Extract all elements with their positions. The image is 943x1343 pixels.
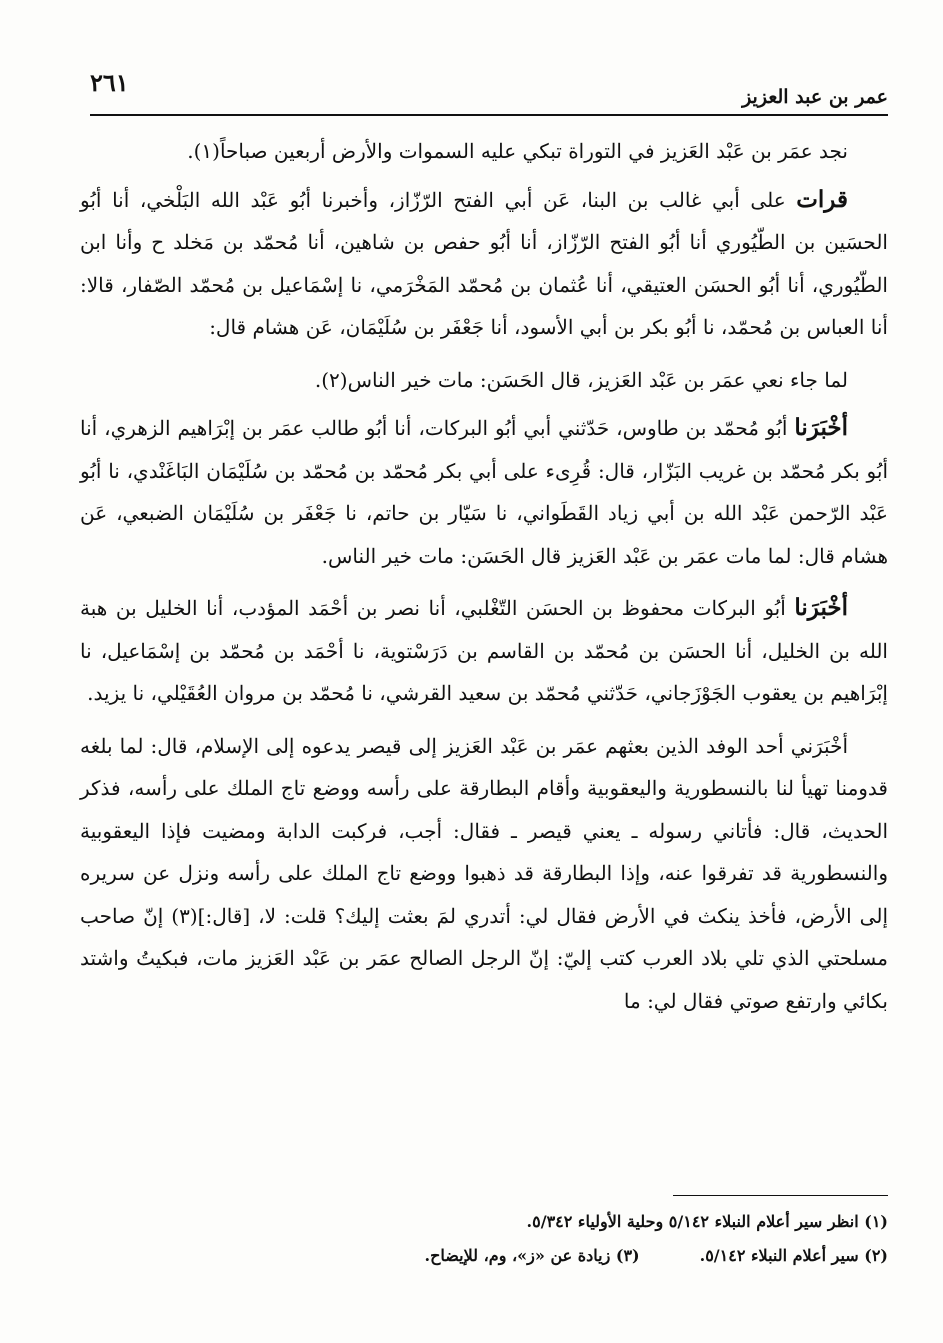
paragraph-6 (80, 725, 888, 1023)
footnote-row-2 (80, 1239, 888, 1273)
footnote-3: (٣) زيادة عن «ز»، وم، للإيضاح. (424, 1246, 640, 1265)
paragraph-text: أبُو مُحمّد بن طاوس، حَدّثني أبي أبُو البركات، أنا أبُو طالب عمَر بن إبْرَاهيم الزهري، أنا أبُو بكر مُحمّد بن غريب البَزّار، قال: قُرِىء على أبي بكر مُحمّد بن مُحمّد بن سُلَيْمَان البَاغَنْدي، نا أبُو عَبْد الرّحمن عَبْد الله بن أبي زياد القَطَواني، نا سَيّار بن حاتم، نا جَعْفَر بن سُلَيْمَان الضبعي، عَن هشام قال: لما مات عمَر بن عَبْد العَزيز قال الحَسَن: مات خير الناس. (80, 416, 888, 568)
paragraph-text: نجد عمَر بن عَبْد العَزيز في التوراة تبكي عليه السموات والأرض أربعين صباحاً(١). (187, 139, 848, 163)
paragraph-text: لما جاء نعي عمَر بن عَبْد العَزيز، قال الحَسَن: مات خير الناس(٢). (314, 367, 848, 392)
paragraph-2 (80, 179, 888, 349)
footnotes (80, 1205, 888, 1273)
header-divider (90, 114, 888, 116)
footnote-2: (٢) سير أعلام النبلاء ٥/١٤٢. (699, 1246, 888, 1265)
page-number: ٢٦١ (90, 68, 129, 97)
paragraph-text: أبُو البركات محفوظ بن الحسَن التّغْلبي، أنا نصر بن أحْمَد المؤدب، أنا الخليل بن هبة الله بن الخليل، أنا الحسَن بن مُحمّد بن القاسم بن دَرَسْتوية، نا أحْمَد بن مُحمّد بن إسْمَاعيل، نا إبْرَاهيم بن يعقوب الجَوْزَجاني، حَدّثني مُحمّد بن سعيد القرشي، نا مُحمّد بن مروان العُقَيْلي، نا يزيد. (80, 596, 888, 705)
main-text (80, 130, 888, 1032)
footnote-1: (١) انظر سير أعلام النبلاء ٥/١٤٢ وحلية الأولياء ٥/٣٤٢. (526, 1212, 888, 1231)
running-title: عمر بن عبد العزيز (742, 86, 888, 108)
paragraph-text: أخْبَرَني أحد الوفد الذين بعثهم عمَر بن عَبْد العَزيز إلى قيصر يدعوه إلى الإسلام، قال: لما بلغه قدومنا تهيأ لنا بالنسطورية واليعقوبية وأقام البطارقة على رأسه ووضع تاج الملك على رأسه، فذكر الحديث، قال: فأتاني رسوله ـ يعني قيصر ـ فقال: أجب، فركبت الدابة ومضيت فإذا اليعقوبية والنسطورية قد تفرقوا عنه، وإذا البطارقة قد ذهبوا ووضع تاج الملك على رأسه ونزل عن سريره إلى الأرض، فأخذ ينكث في الأرض فقال لي: أتدري لمَ بعثت إليك؟ قلت: لا، [قال:](٣) إنّ صاحب مسلحتي الذي تلي بلاد العرب كتب إليّ: إنّ الرجل الصالح عمَر بن عَبْد العَزيز مات، فبكيتُ واشتد بكائي وارتفع صوتي فقال لي: ما (80, 733, 889, 1013)
footnote-row-1 (80, 1205, 888, 1239)
paragraph-lead-word: أخْبَرَنا (794, 414, 848, 441)
paragraph-1 (80, 130, 888, 173)
paragraph-text: على أبي غالب بن البنا، عَن أبي الفتح الرّزّاز، وأخبرنا أبُو عَبْد الله البَلْخي، أنا أبُو الحسَين بن الطّيُوري أنا أبُو الفتح الرّزّاز، أنا أبُو حفص بن شاهين، أنا مُحمّد بن مَخلد ح وأنا ابن الطّيُوري، أنا أبُو الحسَن العتيقي، أنا عُثمان بن مُحمّد المَخْرَمي، نا إسْمَاعيل بن مُحمّد الصّفار، قالا: أنا العباس بن مُحمّد، نا أبُو بكر بن أبي الأسود، أنا جَعْفَر بن سُلَيْمَان، عَن هشام قال: (80, 187, 888, 339)
footnote-divider (673, 1195, 888, 1196)
paragraph-lead-word: أخْبَرَنا (794, 594, 848, 621)
paragraph-5 (80, 587, 888, 715)
page-header (90, 68, 888, 116)
paragraph-3 (80, 359, 888, 402)
paragraph-lead-word: قرات (796, 185, 848, 213)
paragraph-4 (80, 407, 888, 577)
